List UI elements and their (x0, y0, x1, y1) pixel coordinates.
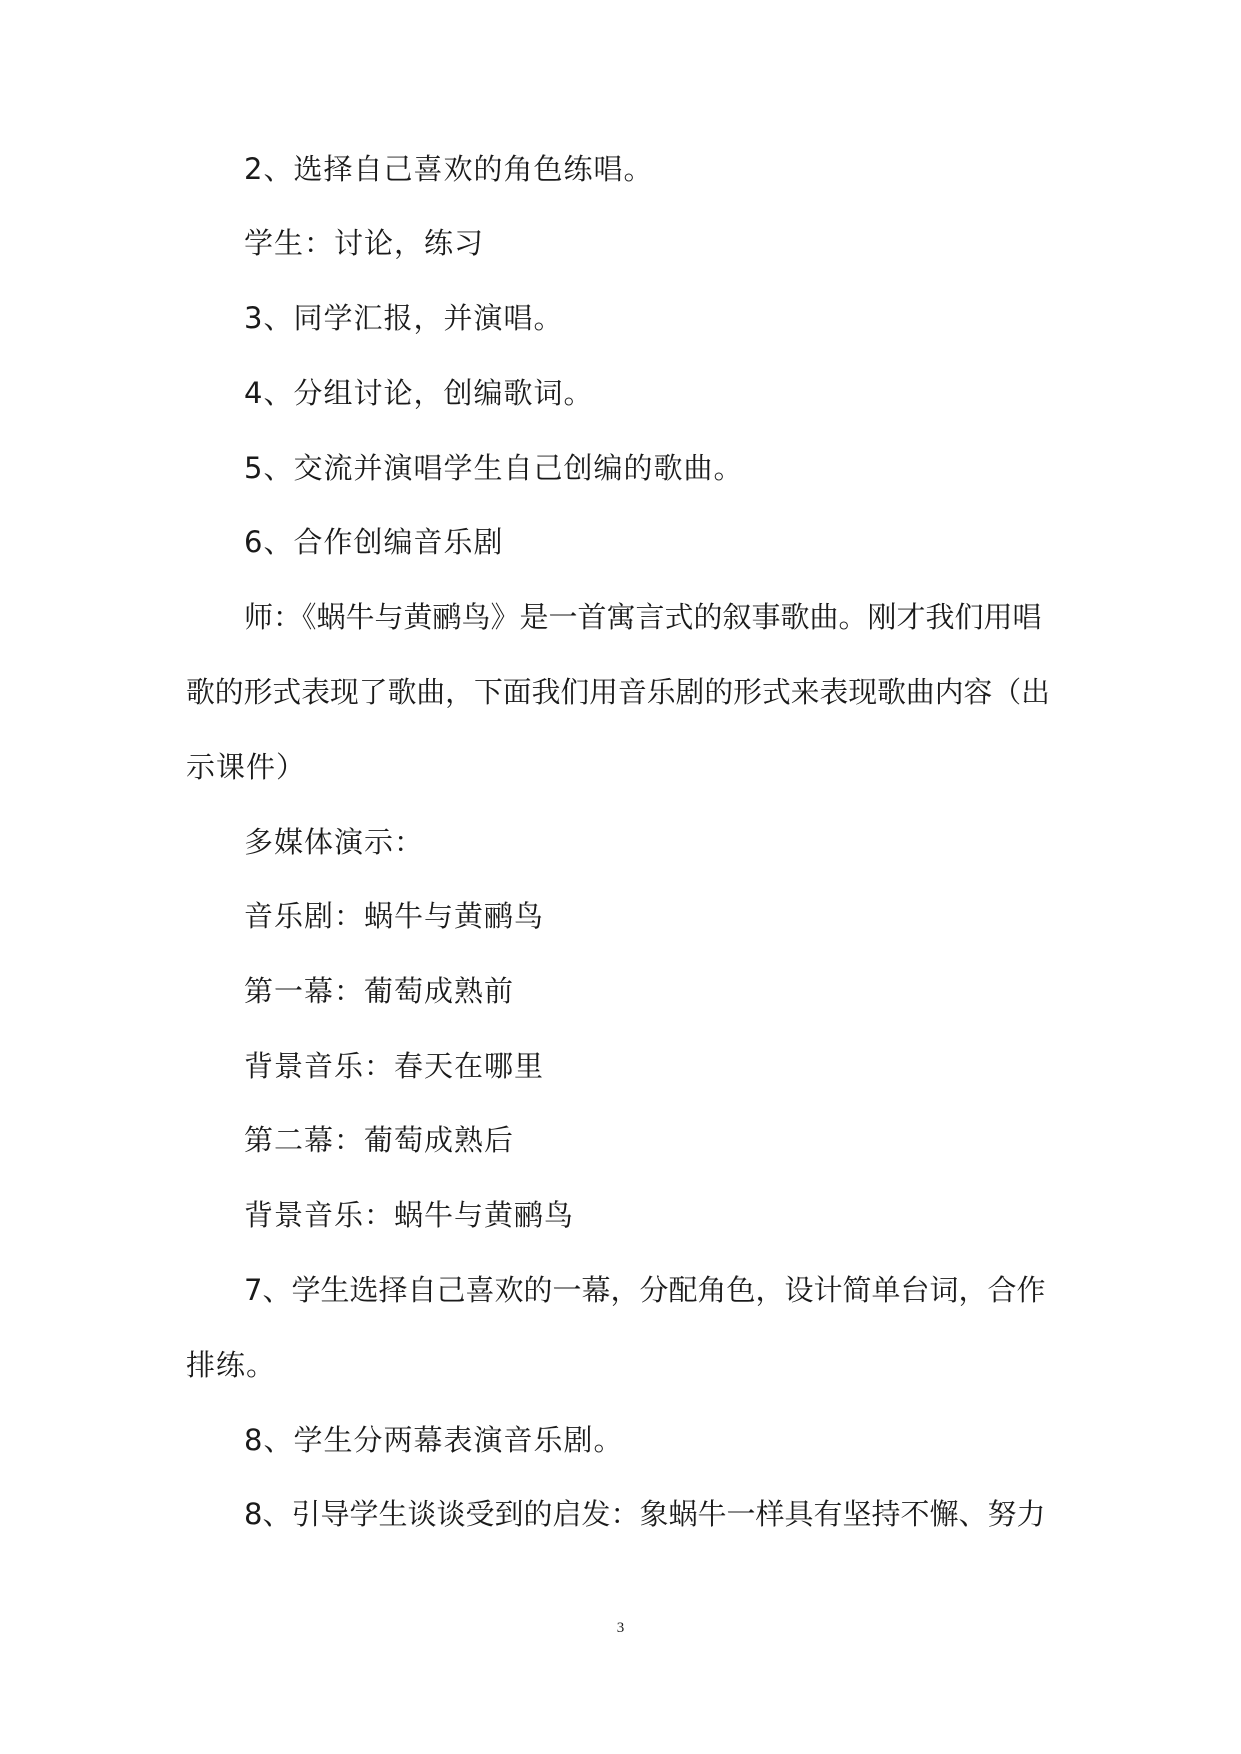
paragraph-line: 8、学生分两幕表演音乐剧。 (244, 1423, 624, 1457)
paragraph-line: 示课件） (186, 750, 307, 784)
paragraph-line: 3、同学汇报，并演唱。 (244, 301, 564, 335)
paragraph-line: 5、交流并演唱学生自己创编的歌曲。 (244, 451, 744, 485)
paragraph-line: 背景音乐：蜗牛与黄鹂鸟 (244, 1198, 575, 1232)
paragraph-line: 师：《蜗牛与黄鹂鸟》是一首寓言式的叙事歌曲。刚才我们用唱 (244, 600, 1042, 634)
paragraph-line: 第二幕：葡萄成熟后 (244, 1123, 515, 1157)
paragraph-line: 4、分组讨论，创编歌词。 (244, 376, 594, 410)
paragraph-line: 排练。 (186, 1348, 277, 1382)
paragraph-line: 第一幕：葡萄成熟前 (244, 974, 515, 1008)
paragraph-line: 多媒体演示： (244, 825, 425, 859)
paragraph-line: 学生：讨论，练习 (244, 226, 485, 260)
paragraph-line: 背景音乐：春天在哪里 (244, 1049, 545, 1083)
page-number: 3 (616, 1620, 625, 1636)
paragraph-line: 7、学生选择自己喜欢的一幕，分配角色，设计简单台词，合作 (244, 1273, 1046, 1307)
paragraph-line: 6、合作创编音乐剧 (244, 525, 504, 559)
paragraph-line: 歌的形式表现了歌曲，下面我们用音乐剧的形式来表现歌曲内容（出 (186, 675, 1050, 709)
paragraph-line: 8、引导学生谈谈受到的启发：象蜗牛一样具有坚持不懈、努力 (244, 1497, 1046, 1531)
paragraph-line: 2、选择自己喜欢的角色练唱。 (244, 152, 654, 186)
paragraph-line: 音乐剧：蜗牛与黄鹂鸟 (244, 899, 545, 933)
